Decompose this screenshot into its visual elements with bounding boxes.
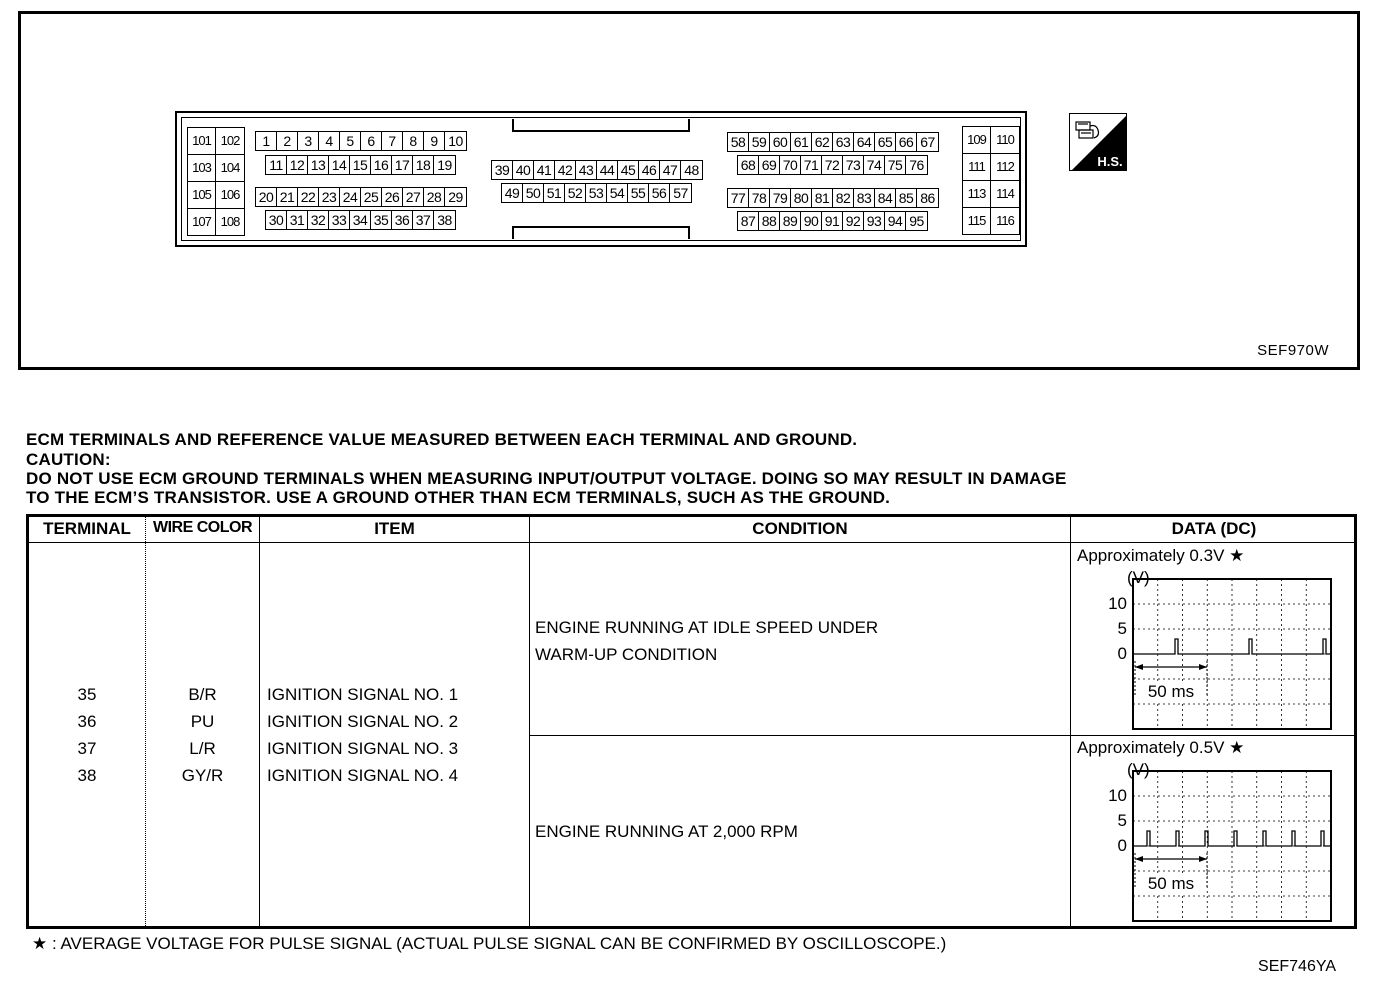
- caution-text-1: DO NOT USE ECM GROUND TERMINALS WHEN MEASURING INPUT/OUTPUT VOLTAGE. DOING SO MAY RESULT IN DAMAGE: [26, 469, 1067, 488]
- header-divider: [29, 542, 1354, 543]
- time-scale-label: 50 ms: [1147, 874, 1195, 893]
- pin-42: 42: [555, 161, 576, 179]
- pin-43: 43: [576, 161, 597, 179]
- pin-57: 57: [673, 185, 688, 201]
- pin-35: 35: [371, 211, 392, 229]
- connector-figure: [18, 11, 1360, 370]
- pin-row-30-38: [265, 210, 456, 230]
- pin-26: 26: [382, 188, 403, 206]
- scope-tick-10: 10: [1108, 594, 1127, 613]
- pin-94: 94: [885, 212, 906, 230]
- scope-tick-5: 5: [1117, 619, 1127, 638]
- caution-label: CAUTION:: [26, 450, 111, 469]
- pin-76: 76: [909, 157, 924, 173]
- terminal-37: 37: [77, 739, 97, 758]
- item-36: IGNITION SIGNAL NO. 2: [267, 712, 459, 731]
- harness-side-icon: [1069, 113, 1127, 171]
- condition-idle-line1: ENGINE RUNNING AT IDLE SPEED UNDER: [535, 618, 879, 637]
- condition-2000rpm: ENGINE RUNNING AT 2,000 RPM: [535, 822, 798, 841]
- pin-66: 66: [896, 133, 917, 151]
- pin-59: 59: [749, 133, 770, 151]
- pin-9: 9: [424, 132, 445, 150]
- item-38: IGNITION SIGNAL NO. 4: [267, 766, 459, 785]
- pin-77: 77: [728, 189, 749, 207]
- connector-latch-top: [512, 119, 690, 132]
- scope-unit-label: (V): [1127, 568, 1150, 587]
- pin-37: 37: [413, 211, 434, 229]
- pin-58: 58: [728, 133, 749, 151]
- pin-79: 79: [770, 189, 791, 207]
- pin-87: 87: [738, 212, 759, 230]
- pin-82: 82: [833, 189, 854, 207]
- pin-24: 24: [340, 188, 361, 206]
- pin-51: 51: [544, 184, 565, 202]
- pin-21: 21: [277, 188, 298, 206]
- pin-73: 73: [843, 156, 864, 174]
- pin-14: 14: [329, 156, 350, 174]
- pin-41: 41: [534, 161, 555, 179]
- wire-color-37: L/R: [189, 739, 216, 758]
- pin-5: 5: [340, 132, 361, 150]
- pin-52: 52: [565, 184, 586, 202]
- pin-111: 111: [963, 154, 991, 181]
- pin-61: 61: [791, 133, 812, 151]
- page-code: SEF746YA: [1258, 958, 1336, 975]
- pin-8: 8: [403, 132, 424, 150]
- section-heading: ECM TERMINALS AND REFERENCE VALUE MEASURED BETWEEN EACH TERMINAL AND GROUND.: [26, 430, 858, 449]
- pin-row-77-86: [727, 188, 939, 208]
- pin-29: 29: [448, 189, 463, 205]
- header-data: DATA (DC): [1171, 519, 1257, 538]
- pin-27: 27: [403, 188, 424, 206]
- pin-105: 105: [188, 182, 216, 209]
- pin-38: 38: [437, 212, 452, 228]
- pin-84: 84: [875, 189, 896, 207]
- pin-23: 23: [319, 188, 340, 206]
- pin-row-49-57: [501, 183, 692, 203]
- data-value-2000rpm: Approximately 0.5V ★: [1077, 738, 1245, 757]
- pin-36: 36: [392, 211, 413, 229]
- pin-row-68-76: [737, 155, 928, 175]
- pin-106: 106: [216, 182, 244, 209]
- pin-48: 48: [684, 162, 699, 178]
- pin-20: 20: [256, 188, 277, 206]
- oscilloscope-idle-graph: [1071, 567, 1351, 735]
- pin-83: 83: [854, 189, 875, 207]
- pin-6: 6: [361, 132, 382, 150]
- wire-color-36: PU: [190, 712, 215, 731]
- pin-11: 11: [266, 156, 287, 174]
- pin-95: 95: [909, 213, 924, 229]
- pin-74: 74: [864, 156, 885, 174]
- pin-block-101-108: [187, 127, 245, 236]
- pin-113: 113: [963, 181, 991, 208]
- pin-85: 85: [896, 189, 917, 207]
- pin-89: 89: [780, 212, 801, 230]
- hs-label: H.S.: [1097, 154, 1123, 169]
- scope-unit-label: (V): [1127, 760, 1150, 779]
- pin-75: 75: [885, 156, 906, 174]
- pin-91: 91: [822, 212, 843, 230]
- pin-49: 49: [502, 184, 523, 202]
- pin-109: 109: [963, 127, 991, 154]
- scope-tick-10: 10: [1108, 786, 1127, 805]
- pin-108: 108: [220, 214, 240, 229]
- terminal-38: 38: [77, 766, 97, 785]
- pin-92: 92: [843, 212, 864, 230]
- header-wire-color: WIRE COLOR: [153, 519, 252, 536]
- data-value-idle: Approximately 0.3V ★: [1077, 546, 1245, 565]
- pin-17: 17: [392, 156, 413, 174]
- pin-67: 67: [920, 134, 935, 150]
- pin-3: 3: [298, 132, 319, 150]
- pin-row-20-29: [255, 187, 467, 207]
- pin-47: 47: [660, 161, 681, 179]
- pin-69: 69: [759, 156, 780, 174]
- pin-31: 31: [287, 211, 308, 229]
- connector-latch-bottom: [512, 226, 690, 239]
- pin-103: 103: [188, 155, 216, 182]
- pin-88: 88: [759, 212, 780, 230]
- pin-4: 4: [319, 132, 340, 150]
- pin-101: 101: [188, 128, 216, 155]
- pin-row-39-48: [491, 160, 703, 180]
- pin-30: 30: [266, 211, 287, 229]
- pin-65: 65: [875, 133, 896, 151]
- pin-104: 104: [216, 155, 244, 182]
- figure-code: SEF970W: [1257, 342, 1329, 359]
- pin-55: 55: [628, 184, 649, 202]
- pin-28: 28: [424, 188, 445, 206]
- col-divider-2: [259, 517, 260, 926]
- scope-tick-0: 0: [1117, 644, 1127, 663]
- item-35: IGNITION SIGNAL NO. 1: [267, 685, 459, 704]
- pin-53: 53: [586, 184, 607, 202]
- pin-68: 68: [738, 156, 759, 174]
- pin-16: 16: [371, 156, 392, 174]
- pin-18: 18: [413, 156, 434, 174]
- pin-116: 116: [996, 213, 1014, 228]
- pin-110: 110: [991, 127, 1019, 154]
- pin-45: 45: [618, 161, 639, 179]
- pin-22: 22: [298, 188, 319, 206]
- pin-63: 63: [833, 133, 854, 151]
- pin-86: 86: [920, 190, 935, 206]
- footnote: ★ : AVERAGE VOLTAGE FOR PULSE SIGNAL (ACTUAL PULSE SIGNAL CAN BE CONFIRMED BY OSCILLOSCOPE.): [32, 934, 947, 953]
- header-item: ITEM: [374, 519, 415, 538]
- pin-78: 78: [749, 189, 770, 207]
- pin-115: 115: [963, 208, 991, 234]
- pin-46: 46: [639, 161, 660, 179]
- caution-text-2: TO THE ECM’S TRANSISTOR. USE A GROUND OTHER THAN ECM TERMINALS, SUCH AS THE GROUND.: [26, 488, 891, 507]
- terminal-36: 36: [77, 712, 97, 731]
- pin-33: 33: [329, 211, 350, 229]
- pin-60: 60: [770, 133, 791, 151]
- item-37: IGNITION SIGNAL NO. 3: [267, 739, 459, 758]
- pin-72: 72: [822, 156, 843, 174]
- ecm-connector: [175, 111, 1027, 247]
- pin-25: 25: [361, 188, 382, 206]
- wire-color-38: GY/R: [181, 766, 224, 785]
- pin-row-11-19: [265, 155, 456, 175]
- pin-12: 12: [287, 156, 308, 174]
- oscilloscope-2000rpm: [1071, 759, 1351, 932]
- pin-13: 13: [308, 156, 329, 174]
- time-scale-label: 50 ms: [1147, 682, 1195, 701]
- pin-102: 102: [216, 128, 244, 155]
- pin-39: 39: [492, 161, 513, 179]
- pin-107: 107: [188, 209, 216, 235]
- pin-80: 80: [791, 189, 812, 207]
- pin-40: 40: [513, 161, 534, 179]
- oscilloscope-2000rpm-graph: [1071, 759, 1351, 927]
- pin-row-1-10: [255, 131, 467, 151]
- pin-114: 114: [991, 181, 1019, 208]
- pin-93: 93: [864, 212, 885, 230]
- pin-54: 54: [607, 184, 628, 202]
- pin-56: 56: [649, 184, 670, 202]
- pin-50: 50: [523, 184, 544, 202]
- condition-idle-line2: WARM-UP CONDITION: [535, 645, 718, 664]
- pin-64: 64: [854, 133, 875, 151]
- pin-row-87-95: [737, 211, 928, 231]
- col-divider-3: [529, 517, 530, 926]
- pin-2: 2: [277, 132, 298, 150]
- scope-tick-5: 5: [1117, 811, 1127, 830]
- pin-1: 1: [256, 132, 277, 150]
- wire-color-35: B/R: [188, 685, 217, 704]
- pin-81: 81: [812, 189, 833, 207]
- pin-44: 44: [597, 161, 618, 179]
- terminal-35: 35: [77, 685, 97, 704]
- pin-10: 10: [448, 133, 463, 149]
- pin-112: 112: [991, 154, 1019, 181]
- pin-15: 15: [350, 156, 371, 174]
- pin-row-58-67: [727, 132, 939, 152]
- pin-71: 71: [801, 156, 822, 174]
- pin-90: 90: [801, 212, 822, 230]
- header-condition: CONDITION: [752, 519, 848, 538]
- pin-34: 34: [350, 211, 371, 229]
- pin-70: 70: [780, 156, 801, 174]
- pin-7: 7: [382, 132, 403, 150]
- oscilloscope-idle: [1071, 567, 1351, 740]
- pin-19: 19: [437, 157, 452, 173]
- pin-block-109-116: [962, 126, 1020, 235]
- pin-62: 62: [812, 133, 833, 151]
- header-terminal: TERMINAL: [43, 519, 131, 538]
- pin-32: 32: [308, 211, 329, 229]
- ecm-terminal-table: [26, 514, 1357, 929]
- scope-tick-0: 0: [1117, 836, 1127, 855]
